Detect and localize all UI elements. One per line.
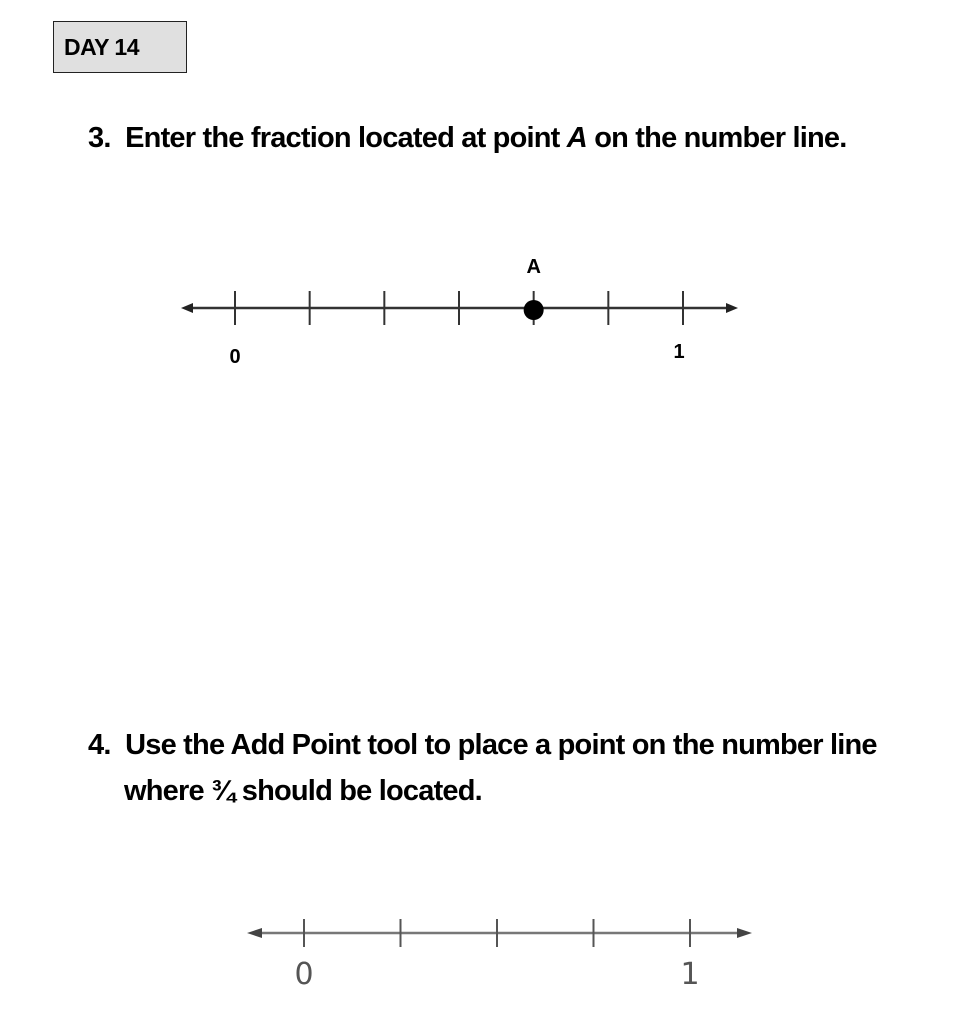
prompt-text: Use the Add Point tool to place a point on the number line [125,729,877,761]
question-number: 3. [88,122,111,154]
right-arrow-icon [726,303,738,313]
label-one: 1 [680,957,700,992]
prompt-text: where [124,775,212,807]
left-arrow-icon [181,303,193,313]
day-label: DAY 14 [53,21,187,73]
fraction: ¾ [211,775,235,807]
question-number: 4. [88,729,111,761]
label-zero: 0 [229,346,241,368]
prompt-text: Enter the fraction located at point [125,122,567,154]
point-name: A [566,122,587,154]
point-a-marker [524,300,544,320]
number-line-question-4[interactable] [247,919,752,992]
right-arrow-icon [737,928,752,938]
left-arrow-icon [247,928,262,938]
label-zero: 0 [294,957,314,992]
prompt-text: should be located. [241,775,482,807]
label-one: 1 [673,341,685,363]
prompt-text: on the number line. [586,122,847,154]
point-a-label: A [526,256,541,278]
number-line-question-3 [181,256,738,368]
